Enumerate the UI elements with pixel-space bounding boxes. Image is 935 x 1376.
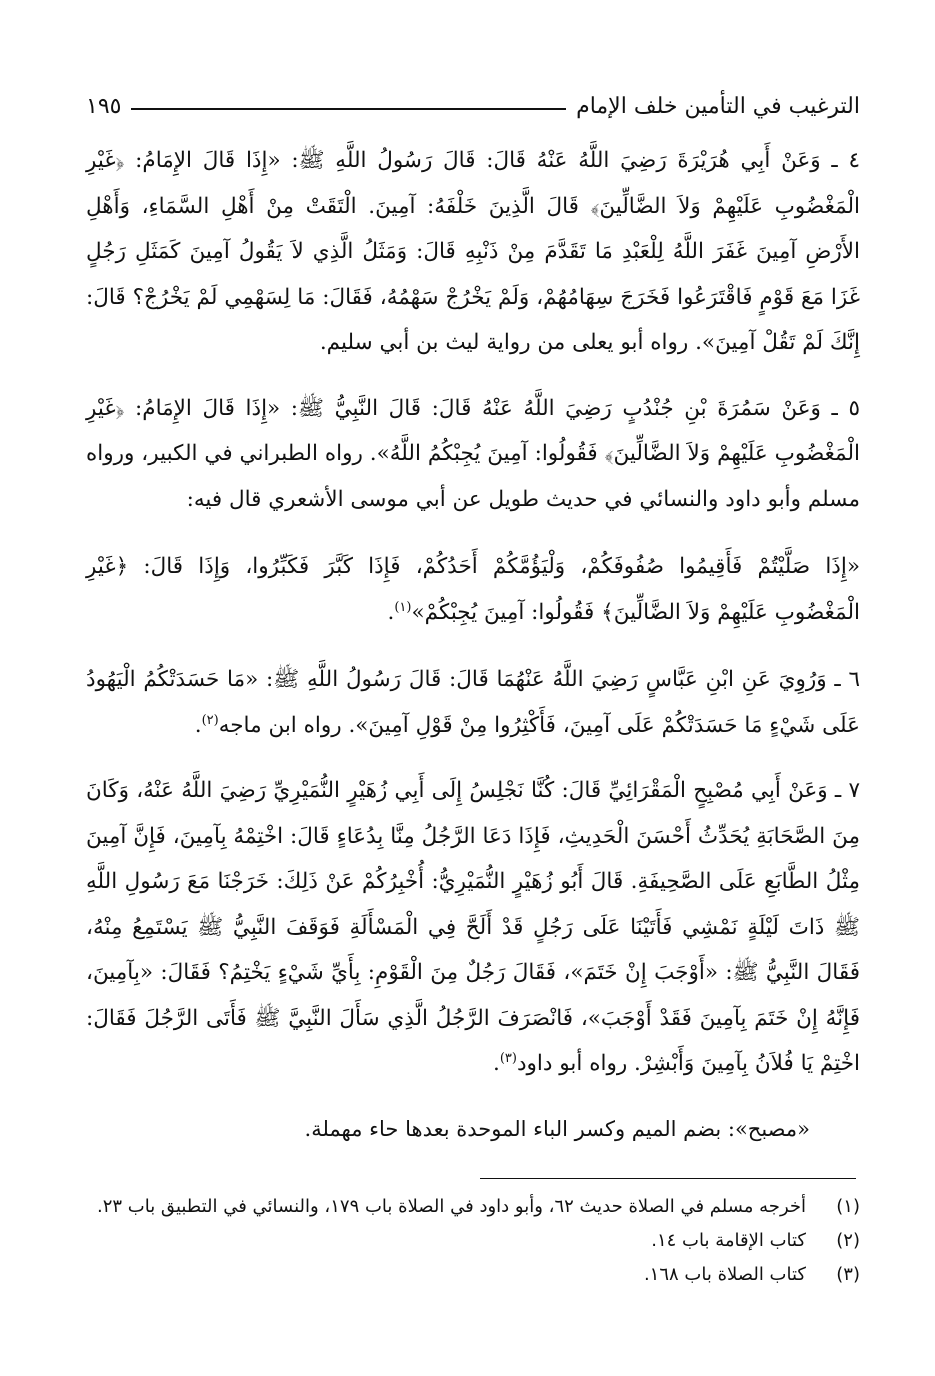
header-rule xyxy=(131,108,566,110)
hadith-4 xyxy=(86,138,860,366)
page-number: ١٩٥ xyxy=(86,93,122,119)
hadith-5-quote: «إِذَا صَلَّيْتُمْ فَأَقِيمُوا صُفُوفَكُمْ، وَلْيَؤُمَّكُمْ أَحَدُكُمْ، فَإِذَا كَبَّرَ فَكَبِّرُوا، وَإِذَا قَالَ: ﴿غَيْرِ الْمَغْضُوبِ عَلَيْهِمْ وَلاَ الضَّالِّينَ﴾ فَقُولُوا: آمِينَ يُجِبْكُمْ»$^{(١)}$. xyxy=(86,554,860,625)
footnote-2 xyxy=(86,1224,860,1258)
chapter-title: الترغيب في التأمين خلف الإمام xyxy=(576,93,860,119)
hadith-7-text: ٧ ـ وَعَنْ أَبِي مُصْبِحٍ الْمَقْرَائِيِّ قَالَ: كُنَّا نَجْلِسُ إِلَى أَبِي زُهَيْرٍ النُّمَيْرِيِّ رَضِيَ اللَّهُ عَنْهُ، وَكَانَ مِنَ الصَّحَابَةِ يُحَدِّثُ أَحْسَنَ الْحَدِيثِ، فَإِذَا دَعَا الرَّجُلُ مِنَّا بِدُعَاءٍ قَالَ: اخْتِمْهُ بِآمِينَ، فَإِنَّ آمِينَ مِثْلُ الطَّابَعِ عَلَى الصَّحِيفَةِ. قَالَ أَبُو زُهَيْرٍ النُّمَيْرِيُّ: أُخْبِرُكُمْ عَنْ ذَلِكَ: خَرَجْنَا مَعَ رَسُولِ اللَّهِ ﷺ ذَاتَ لَيْلَةٍ نَمْشِي فَأَتَيْنَا عَلَى رَجُلٍ قَدْ أَلَحَّ فِي الْمَسْأَلَةِ فَوَقَفَ النَّبِيُّ ﷺ يَسْتَمِعُ مِنْهُ، فَقَالَ النَّبِيُّ ﷺ: «أَوْجَبَ إِنْ خَتَمَ»، فَقَالَ رَجُلٌ مِنَ الْقَوْمِ: بِأَيِّ شَيْءٍ يَخْتِمُ؟ فَقَالَ: «بِآمِينَ، فَإِنَّهُ إِنْ خَتَمَ بِآمِينَ فَقَدْ أَوْجَبَ»، فَانْصَرَفَ الرَّجُلُ الَّذِي سَأَلَ النَّبِيَّ ﷺ فَأَتَى الرَّجُلَ فَقَالَ: اخْتِمْ يَا فُلاَنُ بِآمِينَ وَأَبْشِرْ. رواه أبو داود xyxy=(86,778,860,1076)
hadith-6: ٦ ـ وَرُوِيَ عَنِ ابْنِ عَبَّاسٍ رَضِيَ اللَّهُ عَنْهُمَا قَالَ: قَالَ رَسُولُ اللَّهِ ﷺ: «مَا حَسَدَتْكُمُ الْيَهُودُ عَلَى شَيْءٍ مَا حَسَدَتْكُمْ عَلَى آمِينَ، فَأَكْثِرُوا مِنْ قَوْلِ آمِينَ». رواه ابن ماجه$^{(٢)}$. xyxy=(86,667,860,738)
footnote-ref-1[interactable]: (١) xyxy=(394,599,412,615)
footnote-separator xyxy=(480,1178,856,1179)
footnote-text: أخرجه مسلم في الصلاة حديث ٦٢، وأبو داود في الصلاة باب ١٧٩، والنسائي في التطبيق باب ٢٣. xyxy=(96,1196,806,1217)
running-header xyxy=(86,86,860,126)
footnote-number: (٣) xyxy=(836,1264,860,1285)
footnote-ref-2[interactable]: (٢) xyxy=(201,712,219,728)
hadith-5 xyxy=(86,386,860,523)
footnote-text: كتاب الإقامة باب ١٤. xyxy=(651,1230,806,1251)
main-text xyxy=(86,138,860,1172)
footnote-number: (١) xyxy=(836,1196,860,1217)
hadith-6-text: ٦ ـ وَرُوِيَ عَنِ ابْنِ عَبَّاسٍ رَضِيَ اللَّهُ عَنْهُمَا قَالَ: قَالَ رَسُولُ اللَّهِ ﷺ: «مَا حَسَدَتْكُمُ الْيَهُودُ عَلَى شَيْءٍ مَا حَسَدَتْكُمْ عَلَى آمِينَ، فَأَكْثِرُوا مِنْ قَوْلِ آمِينَ». رواه ابن ماجه xyxy=(86,667,860,738)
hadith-4-text: ٤ ـ وَعَنْ أَبِي هُرَيْرَةَ رَضِيَ اللَّهُ عَنْهُ قَالَ: قَالَ رَسُولُ اللَّهِ ﷺ: «إِذَا قَالَ الإِمَامُ: ﴿غَيْرِ الْمَغْضُوبِ عَلَيْهِمْ وَلاَ الضَّالِّينَ﴾ قَالَ الَّذِينَ خَلْفَهُ: آمِينَ. الْتَقَتْ مِنْ أَهْلِ السَّمَاءِ، وَأَهْلِ الأَرْضِ آمِينَ غَفَرَ اللَّهُ لِلْعَبْدِ مَا تَقَدَّمَ مِنْ ذَنْبِهِ قَالَ: وَمَثَلُ الَّذِي لاَ يَقُولُ آمِينَ كَمَثَلِ رَجُلٍ غَزَا مَعَ قَوْمٍ فَاقْتَرَعُوا فَخَرَجَ سِهَامُهُمْ، وَلَمْ يَخْرُجْ سَهْمُهُ، فَقَالَ: مَا لِسَهْمِي لَمْ يَخْرُجْ؟ قَالَ: إِنَّكَ لَمْ تَقُلْ آمِينَ». رواه أبو يعلى من رواية ليث بن أبي سليم. xyxy=(86,148,860,355)
footnote-text: كتاب الصلاة باب ١٦٨. xyxy=(643,1264,806,1285)
hadith-5-quote-text: «إِذَا صَلَّيْتُمْ فَأَقِيمُوا صُفُوفَكُمْ، وَلْيَؤُمَّكُمْ أَحَدُكُمْ، فَإِذَا كَبَّرَ فَكَبِّرُوا، وَإِذَا قَالَ: ﴿غَيْرِ الْمَغْضُوبِ عَلَيْهِمْ وَلاَ الضَّالِّينَ﴾ فَقُولُوا: آمِينَ يُجِبْكُمْ» xyxy=(86,554,860,625)
footnote-1 xyxy=(86,1190,860,1224)
hadith-7: ٧ ـ وَعَنْ أَبِي مُصْبِحٍ الْمَقْرَائِيِّ قَالَ: كُنَّا نَجْلِسُ إِلَى أَبِي زُهَيْرٍ النُّمَيْرِيِّ رَضِيَ اللَّهُ عَنْهُ، وَكَانَ مِنَ الصَّحَابَةِ يُحَدِّثُ أَحْسَنَ الْحَدِيثِ، فَإِذَا دَعَا الرَّجُلُ مِنَّا بِدُعَاءٍ قَالَ: اخْتِمْهُ بِآمِينَ، فَإِنَّ آمِينَ مِثْلُ الطَّابَعِ عَلَى الصَّحِيفَةِ. قَالَ أَبُو زُهَيْرٍ النُّمَيْرِيُّ: أُخْبِرُكُمْ عَنْ ذَلِكَ: خَرَجْنَا مَعَ رَسُولِ اللَّهِ ﷺ ذَاتَ لَيْلَةٍ نَمْشِي فَأَتَيْنَا عَلَى رَجُلٍ قَدْ أَلَحَّ فِي الْمَسْأَلَةِ فَوَقَفَ النَّبِيُّ ﷺ يَسْتَمِعُ مِنْهُ، فَقَالَ النَّبِيُّ ﷺ: «أَوْجَبَ إِنْ خَتَمَ»، فَقَالَ رَجُلٌ مِنَ الْقَوْمِ: بِأَيِّ شَيْءٍ يَخْتِمُ؟ فَقَالَ: «بِآمِينَ، فَإِنَّهُ إِنْ خَتَمَ بِآمِينَ فَقَدْ أَوْجَبَ»، فَانْصَرَفَ الرَّجُلُ الَّذِي سَأَلَ النَّبِيَّ ﷺ فَأَتَى الرَّجُلَ فَقَالَ: اخْتِمْ يَا فُلاَنُ بِآمِينَ وَأَبْشِرْ. رواه أبو داود$^{(٣)}$. xyxy=(86,778,860,1076)
footnote-3 xyxy=(86,1258,860,1292)
footnotes xyxy=(86,1190,860,1292)
hadith-5-text: ٥ ـ وَعَنْ سَمُرَةَ بْنِ جُنْدُبٍ رَضِيَ اللَّهُ عَنْهُ قَالَ: قَالَ النَّبِيُّ ﷺ: «إِذَا قَالَ الإِمَامُ: ﴿غَيْرِ الْمَغْضُوبِ عَلَيْهِمْ وَلاَ الضَّالِّينَ﴾ فَقُولُوا: آمِينَ يُجِبْكُمُ اللَّهُ». رواه الطبراني في الكبير، ورواه مسلم وأبو داود والنسائي في حديث طويل عن أبي موسى الأشعري قال فيه: xyxy=(86,395,860,512)
footnote-number: (٢) xyxy=(836,1230,860,1251)
gloss-note: «مصبح»: بضم الميم وكسر الباء الموحدة بعدها حاء مهملة. xyxy=(304,1116,810,1141)
footnote-ref-3[interactable]: (٣) xyxy=(499,1050,517,1066)
